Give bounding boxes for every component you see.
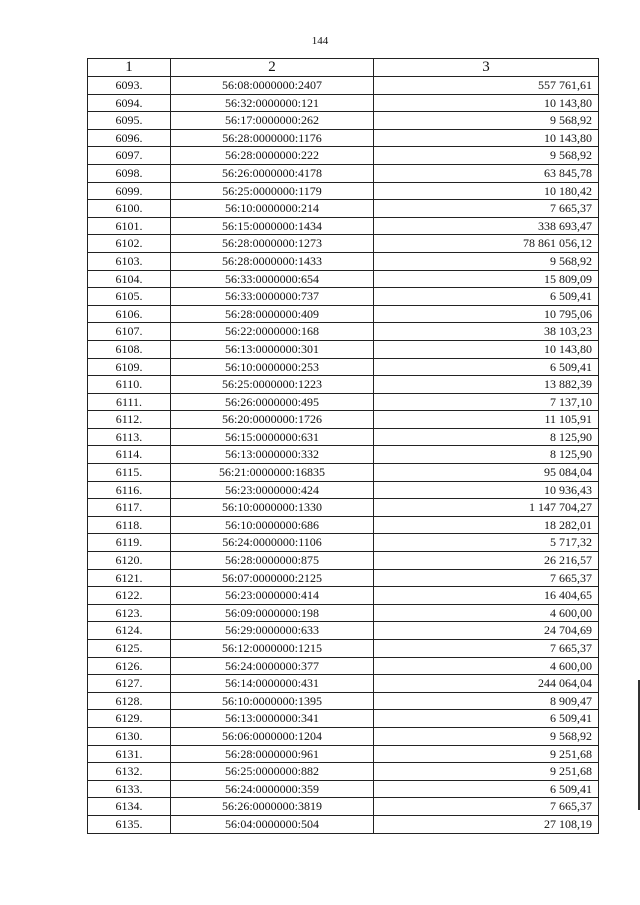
value-cell: 24 704,69	[374, 622, 599, 640]
table-row	[88, 815, 599, 833]
value-cell: 7 137,10	[374, 393, 599, 411]
value-cell: 6 509,41	[374, 710, 599, 728]
cadastral-number-cell: 56:15:0000000:631	[171, 428, 374, 446]
table-row	[88, 270, 599, 288]
value-cell: 10 143,80	[374, 129, 599, 147]
value-cell: 338 693,47	[374, 217, 599, 235]
table-row	[88, 147, 599, 165]
table-row	[88, 727, 599, 745]
value-cell: 95 084,04	[374, 464, 599, 482]
cadastral-number-cell: 56:33:0000000:737	[171, 288, 374, 306]
value-cell: 557 761,61	[374, 77, 599, 95]
row-number-cell: 6132.	[88, 763, 171, 781]
table-row	[88, 516, 599, 534]
cadastral-number-cell: 56:13:0000000:301	[171, 340, 374, 358]
table-row	[88, 376, 599, 394]
value-cell: 4 600,00	[374, 604, 599, 622]
cadastral-number-cell: 56:24:0000000:377	[171, 657, 374, 675]
cadastral-number-cell: 56:08:0000000:2407	[171, 77, 374, 95]
cadastral-number-cell: 56:23:0000000:414	[171, 587, 374, 605]
cadastral-number-cell: 56:07:0000000:2125	[171, 569, 374, 587]
row-number-cell: 6127.	[88, 675, 171, 693]
table-row	[88, 640, 599, 658]
row-number-cell: 6122.	[88, 587, 171, 605]
row-number-cell: 6104.	[88, 270, 171, 288]
value-cell: 9 568,92	[374, 252, 599, 270]
cadastral-number-cell: 56:20:0000000:1726	[171, 411, 374, 429]
row-number-cell: 6102.	[88, 235, 171, 253]
cadastral-number-cell: 56:28:0000000:1273	[171, 235, 374, 253]
table-row	[88, 534, 599, 552]
cadastral-number-cell: 56:17:0000000:262	[171, 112, 374, 130]
value-cell: 4 600,00	[374, 657, 599, 675]
value-cell: 38 103,23	[374, 323, 599, 341]
cadastral-number-cell: 56:28:0000000:1176	[171, 129, 374, 147]
table-row	[88, 340, 599, 358]
row-number-cell: 6108.	[88, 340, 171, 358]
value-cell: 9 568,92	[374, 147, 599, 165]
page-number: 144	[311, 35, 329, 47]
table-row	[88, 675, 599, 693]
cadastral-number-cell: 56:09:0000000:198	[171, 604, 374, 622]
row-number-cell: 6120.	[88, 552, 171, 570]
table-row	[88, 323, 599, 341]
value-cell: 244 064,04	[374, 675, 599, 693]
table-row	[88, 164, 599, 182]
value-cell: 8 125,90	[374, 446, 599, 464]
row-number-cell: 6095.	[88, 112, 171, 130]
row-number-cell: 6119.	[88, 534, 171, 552]
table-row	[88, 464, 599, 482]
header-cell-1: 1	[88, 59, 171, 77]
row-number-cell: 6126.	[88, 657, 171, 675]
row-number-cell: 6106.	[88, 305, 171, 323]
cadastral-number-cell: 56:28:0000000:409	[171, 305, 374, 323]
table-row	[88, 745, 599, 763]
cadastral-number-cell: 56:10:0000000:214	[171, 200, 374, 218]
row-number-cell: 6114.	[88, 446, 171, 464]
value-cell: 18 282,01	[374, 516, 599, 534]
data-table	[87, 58, 599, 834]
row-number-cell: 6103.	[88, 252, 171, 270]
table-row	[88, 77, 599, 95]
value-cell: 8 909,47	[374, 692, 599, 710]
row-number-cell: 6109.	[88, 358, 171, 376]
row-number-cell: 6123.	[88, 604, 171, 622]
table-row	[88, 692, 599, 710]
table-row	[88, 217, 599, 235]
cadastral-number-cell: 56:14:0000000:431	[171, 675, 374, 693]
table-row	[88, 657, 599, 675]
row-number-cell: 6100.	[88, 200, 171, 218]
cadastral-number-cell: 56:23:0000000:424	[171, 481, 374, 499]
table-row	[88, 182, 599, 200]
table-row	[88, 710, 599, 728]
value-cell: 6 509,41	[374, 780, 599, 798]
row-number-cell: 6112.	[88, 411, 171, 429]
row-number-cell: 6129.	[88, 710, 171, 728]
value-cell: 63 845,78	[374, 164, 599, 182]
row-number-cell: 6113.	[88, 428, 171, 446]
table-row	[88, 499, 599, 517]
value-cell: 26 216,57	[374, 552, 599, 570]
value-cell: 15 809,09	[374, 270, 599, 288]
value-cell: 6 509,41	[374, 358, 599, 376]
row-number-cell: 6101.	[88, 217, 171, 235]
table-row	[88, 288, 599, 306]
value-cell: 7 665,37	[374, 798, 599, 816]
row-number-cell: 6133.	[88, 780, 171, 798]
cadastral-number-cell: 56:24:0000000:1106	[171, 534, 374, 552]
header-cell-3: 3	[374, 59, 599, 77]
cadastral-number-cell: 56:25:0000000:882	[171, 763, 374, 781]
row-number-cell: 6098.	[88, 164, 171, 182]
table-row	[88, 305, 599, 323]
row-number-cell: 6117.	[88, 499, 171, 517]
value-cell: 1 147 704,27	[374, 499, 599, 517]
value-cell: 10 143,80	[374, 94, 599, 112]
row-number-cell: 6105.	[88, 288, 171, 306]
cadastral-number-cell: 56:24:0000000:359	[171, 780, 374, 798]
cadastral-number-cell: 56:04:0000000:504	[171, 815, 374, 833]
row-number-cell: 6135.	[88, 815, 171, 833]
row-number-cell: 6097.	[88, 147, 171, 165]
value-cell: 10 936,43	[374, 481, 599, 499]
header-row	[88, 59, 599, 77]
table-row	[88, 763, 599, 781]
cadastral-number-cell: 56:28:0000000:222	[171, 147, 374, 165]
value-cell: 7 665,37	[374, 569, 599, 587]
cadastral-number-cell: 56:32:0000000:121	[171, 94, 374, 112]
row-number-cell: 6099.	[88, 182, 171, 200]
value-cell: 13 882,39	[374, 376, 599, 394]
table-row	[88, 252, 599, 270]
table-row	[88, 780, 599, 798]
cadastral-number-cell: 56:15:0000000:1434	[171, 217, 374, 235]
value-cell: 10 180,42	[374, 182, 599, 200]
row-number-cell: 6125.	[88, 640, 171, 658]
table-row	[88, 94, 599, 112]
table-row	[88, 428, 599, 446]
value-cell: 10 795,06	[374, 305, 599, 323]
value-cell: 7 665,37	[374, 640, 599, 658]
table-body	[88, 77, 599, 834]
cadastral-number-cell: 56:28:0000000:875	[171, 552, 374, 570]
value-cell: 5 717,32	[374, 534, 599, 552]
cadastral-number-cell: 56:10:0000000:253	[171, 358, 374, 376]
table-row	[88, 112, 599, 130]
header-cell-2: 2	[171, 59, 374, 77]
value-cell: 27 108,19	[374, 815, 599, 833]
table-row	[88, 446, 599, 464]
row-number-cell: 6130.	[88, 727, 171, 745]
value-cell: 9 251,68	[374, 745, 599, 763]
row-number-cell: 6134.	[88, 798, 171, 816]
row-number-cell: 6110.	[88, 376, 171, 394]
cadastral-number-cell: 56:10:0000000:686	[171, 516, 374, 534]
table-row	[88, 393, 599, 411]
row-number-cell: 6093.	[88, 77, 171, 95]
cadastral-number-cell: 56:25:0000000:1179	[171, 182, 374, 200]
row-number-cell: 6115.	[88, 464, 171, 482]
cadastral-number-cell: 56:10:0000000:1395	[171, 692, 374, 710]
cadastral-number-cell: 56:21:0000000:16835	[171, 464, 374, 482]
cadastral-number-cell: 56:22:0000000:168	[171, 323, 374, 341]
cadastral-number-cell: 56:33:0000000:654	[171, 270, 374, 288]
cadastral-number-cell: 56:26:0000000:495	[171, 393, 374, 411]
row-number-cell: 6116.	[88, 481, 171, 499]
row-number-cell: 6131.	[88, 745, 171, 763]
table-row	[88, 358, 599, 376]
row-number-cell: 6096.	[88, 129, 171, 147]
cadastral-number-cell: 56:13:0000000:332	[171, 446, 374, 464]
row-number-cell: 6107.	[88, 323, 171, 341]
table-row	[88, 411, 599, 429]
cadastral-number-cell: 56:25:0000000:1223	[171, 376, 374, 394]
cadastral-number-cell: 56:29:0000000:633	[171, 622, 374, 640]
table-row	[88, 481, 599, 499]
value-cell: 9 568,92	[374, 112, 599, 130]
table-row	[88, 552, 599, 570]
table-row	[88, 604, 599, 622]
row-number-cell: 6111.	[88, 393, 171, 411]
cadastral-number-cell: 56:10:0000000:1330	[171, 499, 374, 517]
value-cell: 9 251,68	[374, 763, 599, 781]
value-cell: 7 665,37	[374, 200, 599, 218]
table-row	[88, 569, 599, 587]
value-cell: 8 125,90	[374, 428, 599, 446]
table-row	[88, 798, 599, 816]
table-row	[88, 129, 599, 147]
value-cell: 10 143,80	[374, 340, 599, 358]
table-row	[88, 200, 599, 218]
value-cell: 78 861 056,12	[374, 235, 599, 253]
cadastral-number-cell: 56:13:0000000:341	[171, 710, 374, 728]
cadastral-number-cell: 56:28:0000000:1433	[171, 252, 374, 270]
value-cell: 6 509,41	[374, 288, 599, 306]
table-row	[88, 622, 599, 640]
table-row	[88, 235, 599, 253]
value-cell: 11 105,91	[374, 411, 599, 429]
table-row	[88, 587, 599, 605]
cadastral-number-cell: 56:28:0000000:961	[171, 745, 374, 763]
row-number-cell: 6124.	[88, 622, 171, 640]
value-cell: 16 404,65	[374, 587, 599, 605]
value-cell: 9 568,92	[374, 727, 599, 745]
cadastral-number-cell: 56:26:0000000:3819	[171, 798, 374, 816]
cadastral-number-cell: 56:06:0000000:1204	[171, 727, 374, 745]
row-number-cell: 6128.	[88, 692, 171, 710]
cadastral-number-cell: 56:12:0000000:1215	[171, 640, 374, 658]
row-number-cell: 6094.	[88, 94, 171, 112]
row-number-cell: 6118.	[88, 516, 171, 534]
cadastral-number-cell: 56:26:0000000:4178	[171, 164, 374, 182]
row-number-cell: 6121.	[88, 569, 171, 587]
